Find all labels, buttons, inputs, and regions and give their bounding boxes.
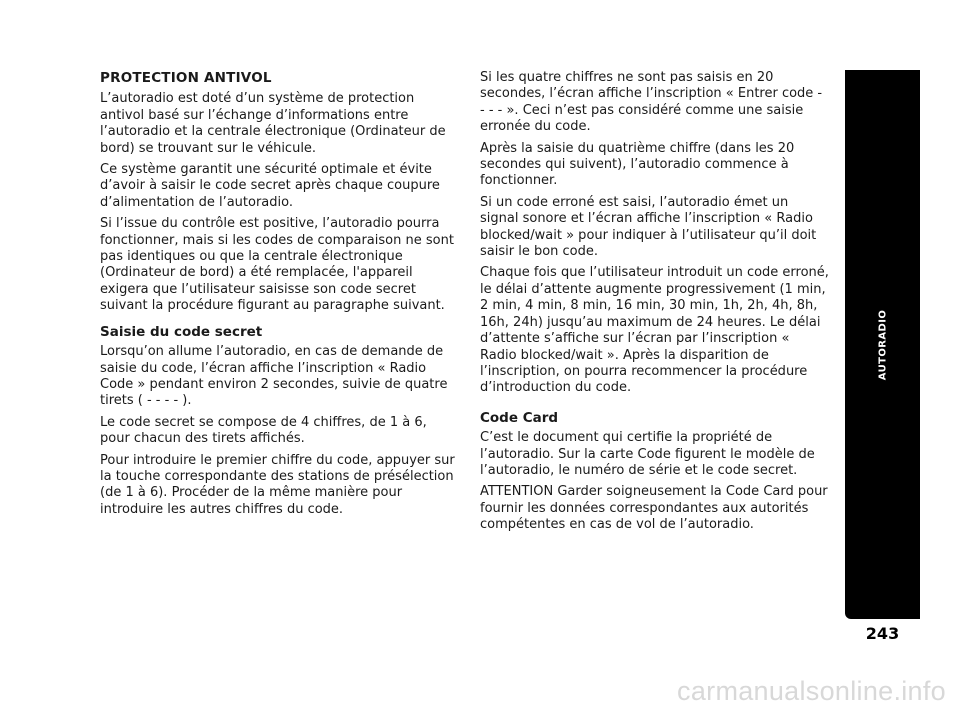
paragraph: Si les quatre chiffres ne sont pas saisis en 20 secondes, l’écran affiche l’inscription « Entrer code - - - - ». Ceci n’est pas considéré comme une saisie erronée du code. — [480, 70, 823, 135]
subsection-heading: Code Card — [480, 409, 559, 426]
paragraph: Le code secret se compose de 4 chiffres, de 1 à 6, pour chacun des tirets affichés. — [100, 414, 427, 447]
paragraph: Pour introduire le premier chiffre du code, appuyer sur la touche correspondante des stations de présélection (de 1 à 6). Procéder de la même manière pour introduire les autres chiffres du code. — [100, 452, 455, 517]
chapter-tab-label: AUTORADIO — [877, 309, 888, 380]
paragraph: C’est le document qui certifie la propriété de l’autoradio. Sur la carte Code figurent le modèle de l’autoradio, le numéro de série et le code secret. — [480, 430, 815, 478]
page-number: 243 — [865, 624, 900, 643]
subsection-heading: Saisie du code secret — [100, 323, 263, 340]
paragraph: Si un code erroné est saisi, l’autoradio émet un signal sonore et l’écran affiche l’inscription « Radio blocked/wait » pour indiquer à l’utilisateur qu’il doit saisir le bon code. — [480, 194, 817, 260]
paragraph: L’autoradio est doté d’un système de protection antivol basé sur l’échange d’informations entre l’autoradio et la centrale électronique (Ordinateur de bord) se trouvant sur le véhicule. — [100, 91, 446, 156]
right-column — [480, 70, 830, 539]
paragraph: Après la saisie du quatrième chiffre (dans les 20 secondes qui suivent), l’autoradio commence à fonctionner. — [480, 140, 795, 189]
paragraph: ATTENTION Garder soigneusement la Code Card pour fournir les données correspondantes aux autorités compétentes en cas de vol de l’autoradio. — [480, 484, 828, 533]
paragraph: Lorsqu’on allume l’autoradio, en cas de demande de saisie du code, l’écran affiche l’inscription « Radio Code » pendant environ 2 secondes, suivie de quatre tirets ( - - - - ). — [100, 344, 448, 409]
paragraph: Si l’issue du contrôle est positive, l’autoradio pourra fonctionner, mais si les codes de comparaison ne sont pas identiques ou que la centrale électronique (Ordinateur de bord) a été remplacée, l'appareil exigera que l’utilisateur saisisse son code secret suivant la procédure figurant au paragraphe suivant. — [100, 216, 454, 314]
watermark: carmanualsonline.info — [677, 676, 946, 706]
paragraph: Ce système garantit une sécurité optimale et évite d’avoir à saisir le code secret après chaque coupure d’alimentation de l’autoradio. — [100, 162, 440, 210]
paragraph: Chaque fois que l’utilisateur introduit un code erroné, le délai d’attente augmente progressivement (1 min, 2 min, 4 min, 8 min, 16 min, 30 min, 1h, 2h, 4h, 8h, 16h, 24h) jusqu’au maximum de 24 heures. Le délai d’attente s’affiche sur l’écran par l’inscription « Radio blocked/wait ». Après la disparition de l’inscription, on pourra recommencer la procédure d’introduction du code. — [480, 265, 829, 396]
chapter-side-tab — [845, 70, 920, 619]
section-heading: PROTECTION ANTIVOL — [100, 70, 272, 86]
left-column — [100, 70, 460, 523]
